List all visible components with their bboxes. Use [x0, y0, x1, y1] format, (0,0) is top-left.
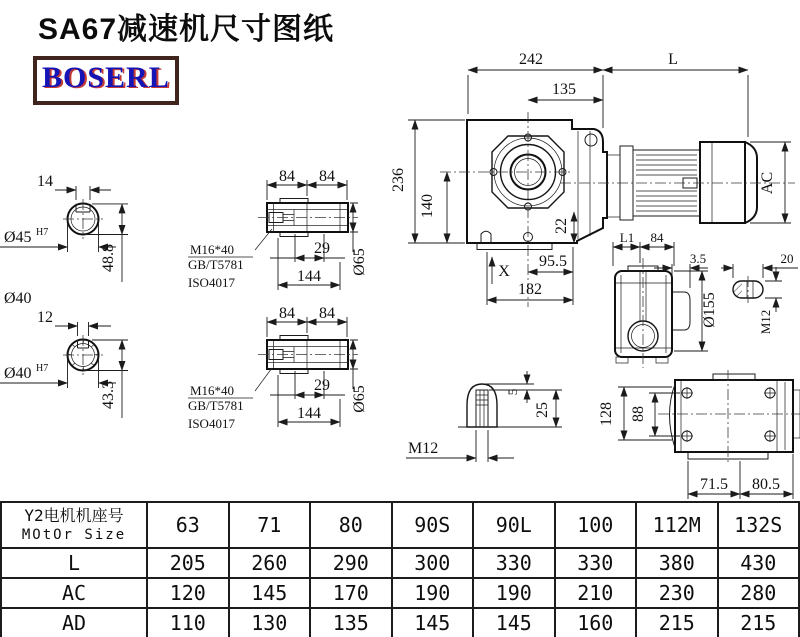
- label-dia-40: Ø40: [4, 290, 32, 307]
- dim-key-len-29-b: 29: [314, 377, 330, 394]
- label-std-gb-b: GB/T5781: [188, 398, 244, 413]
- key-detail: [721, 251, 798, 334]
- hollow-shaft-top: [188, 168, 368, 290]
- dim-20: 20: [780, 251, 794, 266]
- dim-dia-65: Ø65: [351, 248, 368, 276]
- dim-key-width-14: 14: [37, 173, 53, 190]
- label-x-ref: X: [498, 263, 510, 280]
- col-90S: 90S: [392, 502, 474, 548]
- cell-AC-132S: 280: [718, 578, 800, 608]
- cell-AC-71: 145: [229, 578, 311, 608]
- table-row-L: [1, 548, 799, 578]
- cell-L-100: 330: [555, 548, 637, 578]
- col-132S: 132S: [718, 502, 800, 548]
- label-std-iso-b: ISO4017: [188, 416, 235, 431]
- dim-84-side: 84: [650, 230, 664, 245]
- dim-5: 5: [505, 388, 520, 396]
- dim-key-len-29: 29: [314, 240, 330, 257]
- label-std-iso: ISO4017: [188, 275, 235, 290]
- col-63: 63: [147, 502, 229, 548]
- dim-dia-40-tol: H7: [36, 363, 49, 374]
- motor-size-table: [0, 501, 800, 637]
- row-label-AD: AD: [1, 608, 147, 637]
- logo-text: BOSERL: [42, 61, 170, 94]
- cell-AC-80: 170: [310, 578, 392, 608]
- shaft-section-bottom: [0, 309, 128, 418]
- dim-total-144-b: 144: [297, 405, 321, 422]
- header-en: MOtOr Size: [21, 527, 127, 543]
- dim-seg1-84: 84: [279, 168, 295, 185]
- dim-135: 135: [552, 81, 576, 98]
- cell-AD-71: 130: [229, 608, 311, 637]
- dim-140: 140: [419, 194, 436, 218]
- dim-depth-48-8: 48.8: [100, 244, 117, 272]
- dim-seg1-84-b: 84: [279, 305, 295, 322]
- dim-dia-155: Ø155: [701, 292, 718, 328]
- dim-80-5: 80.5: [752, 476, 780, 493]
- top-view: [598, 370, 800, 499]
- dim-L1: L1: [619, 230, 635, 245]
- dim-depth-43-3: 43.3: [100, 381, 117, 409]
- cell-AD-80: 135: [310, 608, 392, 637]
- dim-AC: AC: [759, 171, 776, 195]
- cell-L-71: 260: [229, 548, 311, 578]
- cell-AD-132S: 215: [718, 608, 800, 637]
- cell-L-63: 205: [147, 548, 229, 578]
- dim-25: 25: [534, 402, 551, 418]
- dim-71-5: 71.5: [700, 476, 728, 493]
- cell-AC-90S: 190: [392, 578, 474, 608]
- dim-M12-key: M12: [758, 309, 773, 335]
- cell-L-80: 290: [310, 548, 392, 578]
- table-row-AD: [1, 608, 799, 637]
- dim-total-144: 144: [297, 268, 321, 285]
- side-view: [613, 230, 718, 368]
- dim-182: 182: [518, 281, 542, 298]
- cell-AD-90L: 145: [473, 608, 555, 637]
- dim-95-5: 95.5: [539, 253, 567, 270]
- cell-L-90L: 330: [473, 548, 555, 578]
- cell-AD-112M: 215: [636, 608, 718, 637]
- row-label-AC: AC: [1, 578, 147, 608]
- table-header-motor-size: [1, 502, 147, 548]
- hollow-shaft-bottom: [188, 305, 368, 431]
- cell-AD-100: 160: [555, 608, 637, 637]
- shaft-section-top: [0, 173, 128, 282]
- row-label-L: L: [1, 548, 147, 578]
- cell-L-90S: 300: [392, 548, 474, 578]
- dim-128: 128: [598, 402, 615, 426]
- cell-L-132S: 430: [718, 548, 800, 578]
- front-view: [390, 51, 795, 307]
- table-header-row: [1, 502, 799, 548]
- cell-AC-100: 210: [555, 578, 637, 608]
- col-71: 71: [229, 502, 311, 548]
- dim-dia-45-tol: H7: [36, 227, 49, 238]
- dim-M12-plug: M12: [408, 440, 439, 457]
- label-bolt-b: M16*40: [190, 383, 235, 398]
- dim-dia-65-b: Ø65: [351, 385, 368, 413]
- dim-22: 22: [553, 218, 570, 234]
- col-80: 80: [310, 502, 392, 548]
- header-cn: Y2电机机座号: [24, 506, 124, 525]
- dim-88: 88: [630, 406, 647, 422]
- plug-detail: [406, 371, 562, 462]
- page-title: SA67减速机尺寸图纸: [38, 13, 335, 46]
- col-112M: 112M: [636, 502, 718, 548]
- dim-seg2-84: 84: [319, 168, 335, 185]
- dim-dia-40h7: Ø40: [4, 365, 32, 382]
- table-row-AC: [1, 578, 799, 608]
- cell-AC-90L: 190: [473, 578, 555, 608]
- col-100: 100: [555, 502, 637, 548]
- dim-242: 242: [519, 51, 543, 68]
- dim-L: L: [668, 51, 678, 68]
- dim-236: 236: [390, 168, 407, 192]
- col-90L: 90L: [473, 502, 555, 548]
- cell-L-112M: 380: [636, 548, 718, 578]
- cell-AD-63: 110: [147, 608, 229, 637]
- cell-AC-112M: 230: [636, 578, 718, 608]
- label-std-gb: GB/T5781: [188, 257, 244, 272]
- cell-AD-90S: 145: [392, 608, 474, 637]
- label-bolt: M16*40: [190, 242, 235, 257]
- dim-seg2-84-b: 84: [319, 305, 335, 322]
- dim-key-width-12: 12: [37, 309, 53, 326]
- dim-3-5: 3.5: [689, 251, 707, 266]
- cell-AC-63: 120: [147, 578, 229, 608]
- dim-dia-45: Ø45: [4, 229, 32, 246]
